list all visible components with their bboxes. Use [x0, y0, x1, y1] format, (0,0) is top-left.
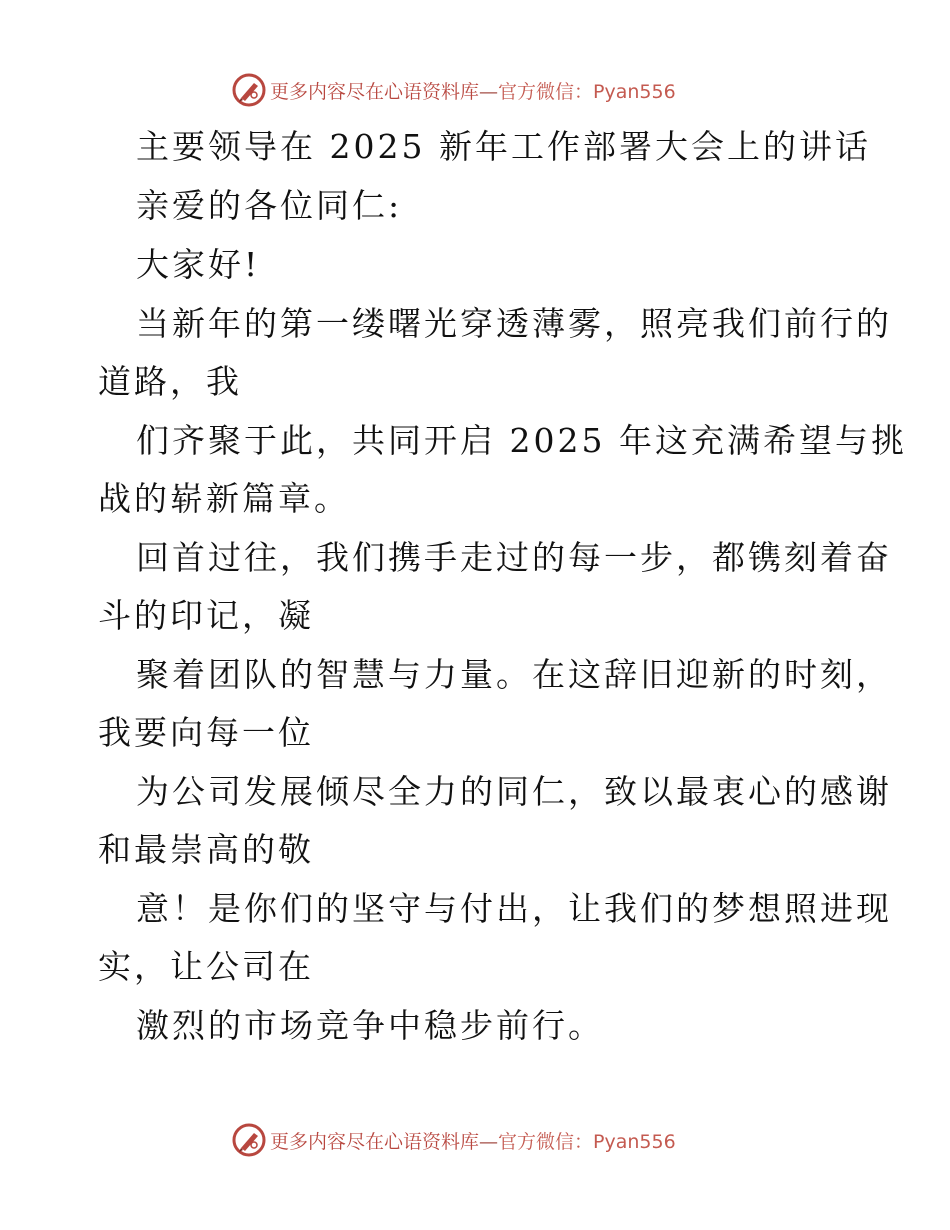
header-banner	[232, 73, 676, 107]
paragraph-line: 我要向每一位	[98, 713, 314, 752]
paragraph-line: 当新年的第一缕曙光穿透薄雾，照亮我们前行的	[136, 304, 892, 343]
paragraph-line: 们齐聚于此，共同开启 2025 年这充满希望与挑	[136, 421, 907, 460]
banner-wechat: 官方微信：Pyan556	[498, 1130, 676, 1153]
footer-banner	[232, 1123, 676, 1157]
banner-site-name: 更多内容尽在心语资料库	[270, 1130, 480, 1153]
banner-dash: —	[479, 1130, 499, 1153]
banner-dash: —	[479, 80, 499, 103]
salutation: 亲爱的各位同仁:	[136, 186, 403, 225]
paragraph-line: 战的崭新篇章。	[98, 479, 350, 518]
banner-wechat: 官方微信：Pyan556	[498, 80, 676, 103]
pen-logo-icon	[232, 1123, 266, 1157]
paragraph-line: 意！是你们的坚守与付出，让我们的梦想照进现	[136, 889, 892, 928]
paragraph-line: 回首过往，我们携手走过的每一步，都镌刻着奋	[136, 538, 892, 577]
header-banner-text	[270, 77, 676, 104]
pen-logo-icon	[232, 73, 266, 107]
paragraph-line: 激烈的市场竞争中稳步前行。	[136, 1006, 604, 1045]
paragraph-line: 斗的印记，凝	[98, 596, 314, 635]
paragraph-line: 道路，我	[98, 362, 242, 401]
document-title: 主要领导在 2025 新年工作部署大会上的讲话	[136, 127, 871, 166]
paragraph-line: 和最崇高的敬	[98, 830, 314, 869]
paragraph-line: 实，让公司在	[98, 947, 314, 986]
footer-banner-text	[270, 1127, 676, 1154]
paragraph-line: 聚着团队的智慧与力量。在这辞旧迎新的时刻，	[136, 655, 892, 694]
paragraph-line: 为公司发展倾尽全力的同仁，致以最衷心的感谢	[136, 772, 892, 811]
greeting: 大家好!	[136, 245, 261, 284]
banner-site-name: 更多内容尽在心语资料库	[270, 80, 480, 103]
